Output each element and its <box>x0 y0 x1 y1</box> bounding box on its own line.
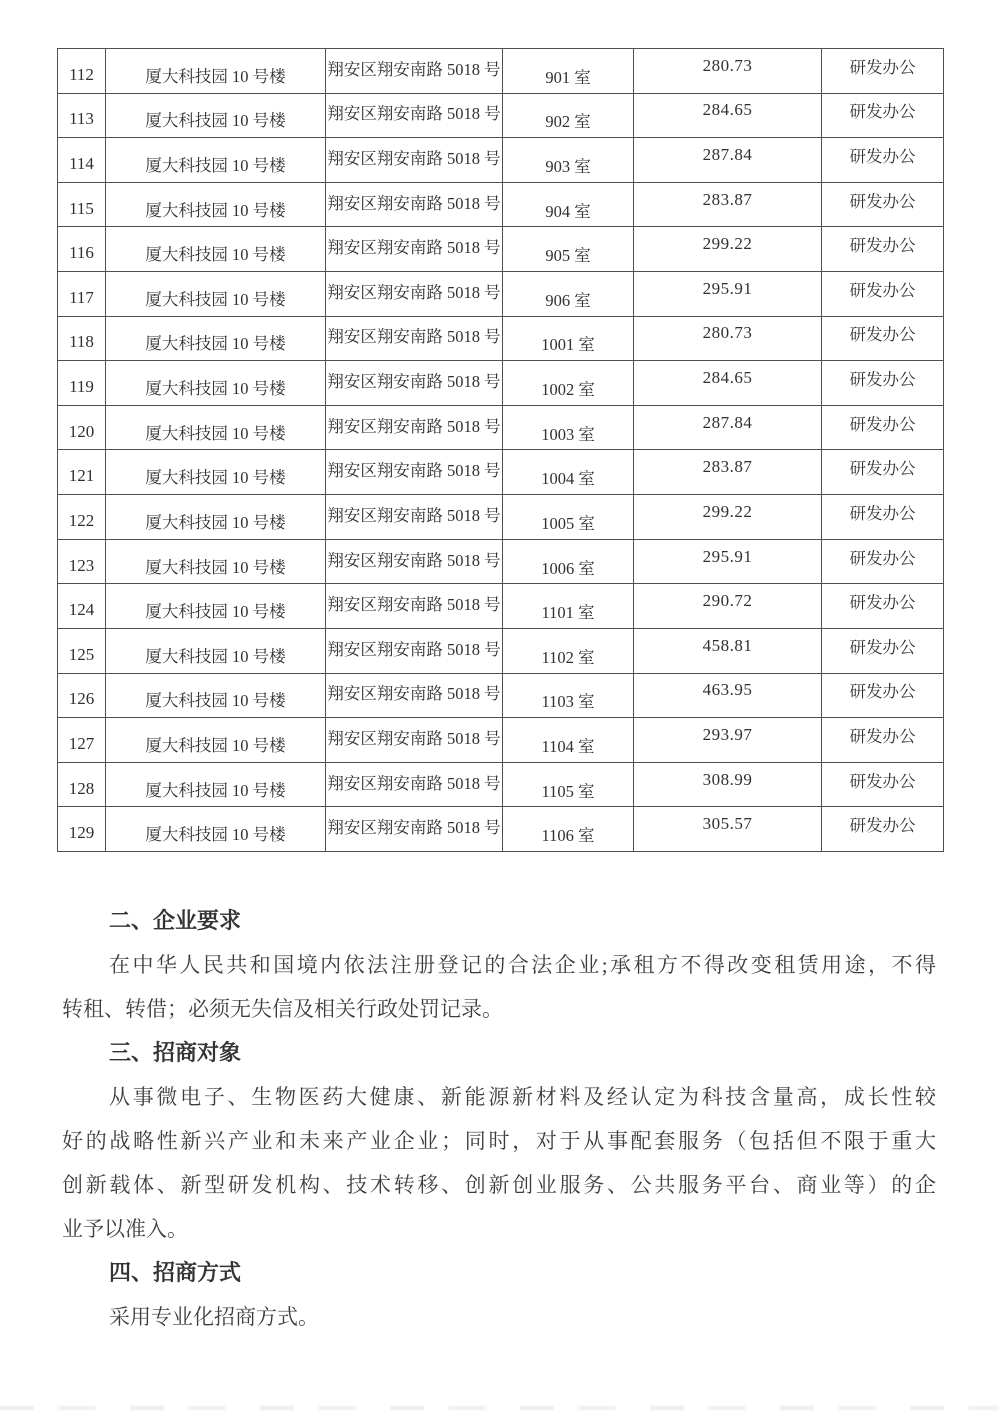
paragraph-line: 从事微电子、生物医药大健康、新能源新材料及经认定为科技含量高，成长性较 <box>109 1085 936 1109</box>
table-cell-text: 厦大科技园 10 号楼 <box>145 602 286 622</box>
table-cell-area <box>634 361 822 406</box>
table-cell-text: 299.22 <box>702 501 753 521</box>
table-cell-text: 研发办公 <box>849 102 916 122</box>
table-cell-text: 295.91 <box>702 546 753 566</box>
table-cell-text: 研发办公 <box>849 593 916 613</box>
table-row <box>58 807 944 852</box>
table-cell-text: 厦大科技园 10 号楼 <box>145 334 286 354</box>
table-cell-text: 906 室 <box>545 290 591 310</box>
table-cell-text: 287.84 <box>702 412 753 432</box>
table-cell-usage <box>822 182 944 227</box>
table-cell-text: 研发办公 <box>849 771 916 791</box>
table-cell-text: 904 室 <box>545 201 591 221</box>
table-cell-text: 研发办公 <box>849 816 916 836</box>
units-table <box>57 48 944 852</box>
table-cell-no <box>58 272 106 317</box>
table-cell-usage <box>822 227 944 272</box>
table-row <box>58 673 944 718</box>
table-cell-usage <box>822 762 944 807</box>
table-cell-text: 129 <box>68 823 95 843</box>
table-cell-text: 290.72 <box>702 591 753 611</box>
table-cell-text: 翔安区翔安南路 5018 号 <box>327 461 501 481</box>
table-cell-room <box>503 361 634 406</box>
table-cell-text: 厦大科技园 10 号楼 <box>145 468 286 488</box>
table-cell-area <box>634 718 822 763</box>
table-cell-usage <box>822 539 944 584</box>
table-row <box>58 361 944 406</box>
table-cell-address <box>326 584 503 629</box>
section-heading: 四、招商方式 <box>109 1260 242 1285</box>
table-cell-text: 287.84 <box>702 145 753 165</box>
table-cell-text: 125 <box>68 644 95 664</box>
table-cell-text: 研发办公 <box>849 459 916 479</box>
table-cell-address <box>326 807 503 852</box>
table-cell-no <box>58 495 106 540</box>
table-cell-text: 120 <box>68 421 95 441</box>
table-cell-text: 113 <box>69 109 94 129</box>
table-cell-usage <box>822 450 944 495</box>
table-row <box>58 405 944 450</box>
table-cell-no <box>58 628 106 673</box>
table-cell-usage <box>822 138 944 183</box>
table-cell-text: 翔安区翔安南路 5018 号 <box>327 327 501 347</box>
table-cell-text: 126 <box>68 689 95 709</box>
table-cell-building <box>106 138 326 183</box>
table-cell-building <box>106 316 326 361</box>
section-heading: 三、招商对象 <box>109 1040 242 1065</box>
table-cell-text: 翔安区翔安南路 5018 号 <box>327 372 501 392</box>
table-cell-text: 283.87 <box>702 189 753 209</box>
table-cell-no <box>58 807 106 852</box>
table-cell-text: 308.99 <box>702 769 753 789</box>
table-cell-text: 283.87 <box>702 457 753 477</box>
table-cell-text: 118 <box>69 332 94 352</box>
table-cell-text: 翔安区翔安南路 5018 号 <box>327 639 501 659</box>
table-cell-no <box>58 227 106 272</box>
paragraph-line: 在中华人民共和国境内依法注册登记的合法企业;承租方不得改变租赁用途，不得 <box>109 953 936 977</box>
table-cell-text: 研发办公 <box>849 503 916 523</box>
table-cell-no <box>58 182 106 227</box>
table-cell-room <box>503 673 634 718</box>
table-cell-address <box>326 316 503 361</box>
table-cell-no <box>58 762 106 807</box>
table-cell-text: 翔安区翔安南路 5018 号 <box>327 595 501 615</box>
table-cell-text: 翔安区翔安南路 5018 号 <box>327 238 501 258</box>
table-row <box>58 93 944 138</box>
table-cell-address <box>326 762 503 807</box>
table-cell-text: 厦大科技园 10 号楼 <box>145 111 286 131</box>
table-cell-area <box>634 673 822 718</box>
table-cell-text: 284.65 <box>702 368 753 388</box>
table-cell-area <box>634 584 822 629</box>
table-cell-address <box>326 450 503 495</box>
table-cell-text: 翔安区翔安南路 5018 号 <box>327 104 501 124</box>
table-cell-address <box>326 628 503 673</box>
table-cell-text: 1102 室 <box>541 647 595 667</box>
table-cell-text: 厦大科技园 10 号楼 <box>145 646 286 666</box>
table-cell-address <box>326 272 503 317</box>
table-cell-text: 研发办公 <box>849 726 916 746</box>
table-cell-text: 厦大科技园 10 号楼 <box>145 156 286 176</box>
table-cell-room <box>503 539 634 584</box>
table-cell-room <box>503 807 634 852</box>
table-cell-usage <box>822 361 944 406</box>
table-cell-address <box>326 539 503 584</box>
table-cell-building <box>106 93 326 138</box>
table-row <box>58 584 944 629</box>
table-cell-text: 研发办公 <box>849 325 916 345</box>
table-cell-no <box>58 138 106 183</box>
table-cell-text: 翔安区翔安南路 5018 号 <box>327 416 501 436</box>
table-cell-text: 295.91 <box>702 278 753 298</box>
table-cell-text: 研发办公 <box>849 548 916 568</box>
table-cell-text: 1001 室 <box>541 335 595 355</box>
table-cell-text: 厦大科技园 10 号楼 <box>145 825 286 845</box>
table-cell-building <box>106 807 326 852</box>
table-cell-text: 厦大科技园 10 号楼 <box>145 557 286 577</box>
table-cell-text: 翔安区翔安南路 5018 号 <box>327 505 501 525</box>
table-cell-room <box>503 405 634 450</box>
table-cell-text: 280.73 <box>702 323 753 343</box>
table-cell-area <box>634 227 822 272</box>
table-cell-area <box>634 182 822 227</box>
table-cell-text: 厦大科技园 10 号楼 <box>145 379 286 399</box>
table-cell-text: 903 室 <box>545 157 591 177</box>
table-cell-building <box>106 49 326 94</box>
table-cell-text: 研发办公 <box>849 57 916 77</box>
table-cell-text: 901 室 <box>545 67 591 87</box>
table-cell-text: 翔安区翔安南路 5018 号 <box>327 684 501 704</box>
table-cell-room <box>503 450 634 495</box>
table-cell-text: 1002 室 <box>541 380 595 400</box>
table-cell-text: 厦大科技园 10 号楼 <box>145 245 286 265</box>
table-row <box>58 49 944 94</box>
table-cell-area <box>634 138 822 183</box>
table-cell-text: 117 <box>69 287 94 307</box>
paragraph-line: 创新载体、新型研发机构、技术转移、创新创业服务、公共服务平台、商业等）的企 <box>62 1173 936 1197</box>
table-cell-no <box>58 93 106 138</box>
document-text <box>62 899 936 1339</box>
table-cell-text: 研发办公 <box>849 147 916 167</box>
table-cell-usage <box>822 93 944 138</box>
table-cell-area <box>634 762 822 807</box>
table-cell-building <box>106 227 326 272</box>
table-cell-usage <box>822 673 944 718</box>
table-cell-building <box>106 361 326 406</box>
table-cell-room <box>503 628 634 673</box>
table-cell-text: 284.65 <box>702 100 753 120</box>
table-cell-text: 研发办公 <box>849 191 916 211</box>
table-cell-address <box>326 495 503 540</box>
table-cell-address <box>326 182 503 227</box>
table-cell-text: 研发办公 <box>849 414 916 434</box>
table-cell-address <box>326 361 503 406</box>
table-cell-text: 厦大科技园 10 号楼 <box>145 423 286 443</box>
table-cell-usage <box>822 718 944 763</box>
table-cell-room <box>503 182 634 227</box>
table-cell-text: 121 <box>68 466 95 486</box>
table-cell-usage <box>822 49 944 94</box>
table-row <box>58 138 944 183</box>
table-cell-no <box>58 450 106 495</box>
table-cell-text: 305.57 <box>702 814 753 834</box>
table-cell-usage <box>822 807 944 852</box>
table-cell-text: 厦大科技园 10 号楼 <box>145 512 286 532</box>
table-cell-room <box>503 718 634 763</box>
table-cell-usage <box>822 628 944 673</box>
paragraph-line: 转租、转借；必须无失信及相关行政处罚记录。 <box>62 997 503 1021</box>
table-cell-area <box>634 316 822 361</box>
table-cell-room <box>503 495 634 540</box>
table-cell-text: 翔安区翔安南路 5018 号 <box>327 193 501 213</box>
table-cell-building <box>106 405 326 450</box>
table-cell-text: 翔安区翔安南路 5018 号 <box>327 550 501 570</box>
table-cell-text: 280.73 <box>702 55 753 75</box>
table-cell-text: 123 <box>68 555 95 575</box>
section-heading: 二、企业要求 <box>109 908 242 933</box>
table-cell-usage <box>822 272 944 317</box>
table-cell-text: 翔安区翔安南路 5018 号 <box>327 282 501 302</box>
table-cell-text: 458.81 <box>702 635 753 655</box>
table-cell-building <box>106 539 326 584</box>
table-cell-text: 研发办公 <box>849 682 916 702</box>
table-cell-no <box>58 49 106 94</box>
table-cell-address <box>326 49 503 94</box>
table-cell-area <box>634 495 822 540</box>
table-cell-text: 1101 室 <box>541 603 595 623</box>
table-cell-text: 翔安区翔安南路 5018 号 <box>327 728 501 748</box>
table-cell-text: 1004 室 <box>541 469 595 489</box>
table-cell-area <box>634 628 822 673</box>
table-cell-area <box>634 49 822 94</box>
table-cell-building <box>106 495 326 540</box>
table-row <box>58 227 944 272</box>
table-row <box>58 718 944 763</box>
table-cell-address <box>326 93 503 138</box>
table-row <box>58 762 944 807</box>
table-cell-no <box>58 718 106 763</box>
table-cell-text: 翔安区翔安南路 5018 号 <box>327 818 501 838</box>
table-row <box>58 272 944 317</box>
table-cell-area <box>634 93 822 138</box>
table-cell-area <box>634 272 822 317</box>
table-row <box>58 316 944 361</box>
table-cell-text: 116 <box>69 243 94 263</box>
table-cell-text: 293.97 <box>702 724 753 744</box>
table-cell-text: 厦大科技园 10 号楼 <box>145 200 286 220</box>
table-cell-text: 1003 室 <box>541 424 595 444</box>
table-cell-no <box>58 584 106 629</box>
table-cell-building <box>106 718 326 763</box>
table-cell-room <box>503 762 634 807</box>
table-cell-address <box>326 673 503 718</box>
table-cell-text: 1103 室 <box>541 692 595 712</box>
table-cell-address <box>326 718 503 763</box>
table-cell-text: 124 <box>68 600 95 620</box>
table-cell-text: 1106 室 <box>541 826 595 846</box>
table-cell-text: 1104 室 <box>541 736 595 756</box>
table-cell-address <box>326 227 503 272</box>
table-row <box>58 182 944 227</box>
table-cell-room <box>503 272 634 317</box>
table-cell-building <box>106 762 326 807</box>
table-cell-room <box>503 93 634 138</box>
table-row <box>58 628 944 673</box>
table-cell-area <box>634 807 822 852</box>
table-cell-text: 翔安区翔安南路 5018 号 <box>327 59 501 79</box>
table-cell-room <box>503 49 634 94</box>
table-cell-text: 299.22 <box>702 234 753 254</box>
table-cell-building <box>106 182 326 227</box>
table-cell-no <box>58 316 106 361</box>
table-cell-usage <box>822 584 944 629</box>
table-cell-area <box>634 450 822 495</box>
table-cell-text: 研发办公 <box>849 370 916 390</box>
table-cell-text: 127 <box>68 733 95 753</box>
table-cell-building <box>106 450 326 495</box>
table-row <box>58 450 944 495</box>
table-cell-text: 112 <box>69 64 94 84</box>
table-cell-room <box>503 316 634 361</box>
table-cell-usage <box>822 495 944 540</box>
table-cell-building <box>106 584 326 629</box>
table-cell-text: 翔安区翔安南路 5018 号 <box>327 149 501 169</box>
paragraph-line: 好的战略性新兴产业和未来产业企业；同时，对于从事配套服务（包括但不限于重大 <box>62 1129 936 1153</box>
table-cell-text: 厦大科技园 10 号楼 <box>145 691 286 711</box>
table-cell-text: 1006 室 <box>541 558 595 578</box>
table-cell-address <box>326 138 503 183</box>
table-cell-text: 463.95 <box>702 680 753 700</box>
table-cell-address <box>326 405 503 450</box>
table-cell-no <box>58 673 106 718</box>
table-cell-room <box>503 584 634 629</box>
table-cell-text: 1105 室 <box>541 781 595 801</box>
table-cell-text: 厦大科技园 10 号楼 <box>145 735 286 755</box>
table-cell-text: 114 <box>69 154 94 174</box>
table-cell-text: 厦大科技园 10 号楼 <box>145 780 286 800</box>
table-cell-text: 厦大科技园 10 号楼 <box>145 66 286 86</box>
table-cell-text: 905 室 <box>545 246 591 266</box>
table-cell-text: 122 <box>68 510 95 530</box>
table-cell-text: 1005 室 <box>541 513 595 533</box>
table-cell-no <box>58 361 106 406</box>
table-row <box>58 495 944 540</box>
table-cell-usage <box>822 405 944 450</box>
table-cell-no <box>58 405 106 450</box>
table-cell-text: 128 <box>68 778 95 798</box>
table-cell-building <box>106 272 326 317</box>
next-page-edge <box>0 1406 999 1410</box>
table-cell-text: 115 <box>69 198 94 218</box>
table-cell-usage <box>822 316 944 361</box>
table-cell-no <box>58 539 106 584</box>
table-cell-text: 研发办公 <box>849 637 916 657</box>
table-cell-building <box>106 628 326 673</box>
table-cell-room <box>503 138 634 183</box>
table-cell-area <box>634 539 822 584</box>
units-table-body <box>58 49 944 852</box>
table-cell-area <box>634 405 822 450</box>
paragraph-line: 采用专业化招商方式。 <box>109 1305 319 1329</box>
paragraph-line: 业予以准入。 <box>62 1217 188 1241</box>
table-cell-room <box>503 227 634 272</box>
table-cell-building <box>106 673 326 718</box>
table-cell-text: 902 室 <box>545 112 591 132</box>
table-cell-text: 119 <box>69 377 94 397</box>
table-row <box>58 539 944 584</box>
table-cell-text: 厦大科技园 10 号楼 <box>145 289 286 309</box>
table-cell-text: 研发办公 <box>849 236 916 256</box>
table-cell-text: 翔安区翔安南路 5018 号 <box>327 773 501 793</box>
table-cell-text: 研发办公 <box>849 280 916 300</box>
